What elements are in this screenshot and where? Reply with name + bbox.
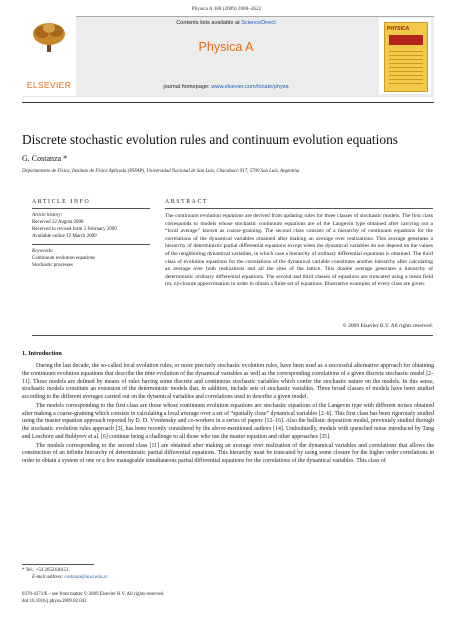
keyword-item: Continuum evolution equations (32, 256, 96, 261)
author-line (22, 154, 67, 163)
homepage-line (76, 84, 376, 90)
elsevier-tree-icon (31, 22, 67, 52)
author-footnote-mark[interactable]: * (61, 154, 68, 163)
article-info-rule (32, 208, 150, 209)
contents-prefix: Contents lists available at (176, 20, 242, 26)
abstract-heading: ABSTRACT (165, 199, 209, 205)
email-link[interactable]: costanza@unsl.edu.ar (64, 575, 108, 580)
footnote-mark: * (22, 568, 25, 573)
footnote-rule (22, 564, 94, 565)
keywords-rule (32, 244, 150, 245)
contents-line (76, 20, 376, 26)
sciencedirect-link[interactable]: ScienceDirect (241, 20, 276, 26)
homepage-link[interactable]: www.elsevier.com/locate/physa (211, 84, 289, 90)
history-received: Received 22 August 2008 (32, 220, 84, 225)
publisher-name: ELSEVIER (26, 80, 72, 90)
doi-link[interactable]: doi:10.1016/j.physa.2009.02.042 (22, 599, 87, 604)
issn-line: 0378-4371/$ – see front matter © 2009 Elsevier B.V. All rights reserved. (22, 592, 165, 597)
abstract-text: The continuum evolution equations are derived from updating rules for three classes of stochastic models. The first class corresponds to models whose stochastic continuum equations are of the Langevin type obtained after carrying out a “local average” known as coarse-graining. The second class consists of a hierarchy of continuum equations for the correlations of the dynamical variables obtained after making an average over realizations. This average generates a hierarchy of deterministic partial differential equations except when the dynamical variables do not depend on the values of the neighboring dynamical variables, in which case a hierarchy of ordinary differential equations is obtained. The third class of evolution equations for the correlations of the dynamical variable constitutes another hierarchy after calculating an average over both realizations and all the sites of the lattice. This double average generates a hierarchy of deterministic ordinary differential equations. The second and third classes of equations are truncated using a mean field (m, n)-closure approximation in order to obtain a finite set of equations. Illustrative examples of every class are given. (165, 213, 433, 288)
author-name[interactable]: G. Costanza (22, 154, 62, 163)
journal-citation: Physica A 388 (2009) 2608–2622 (191, 6, 262, 12)
abstract-rule (165, 208, 433, 209)
footnote-email (32, 575, 107, 580)
footnote-tel (22, 568, 70, 573)
history-revised: Received in revised form 3 February 2009 (32, 227, 117, 232)
header-rule (22, 102, 434, 103)
footnote-tel-text: Tel.: +54 2652436151. (24, 568, 71, 573)
history-online: Available online 12 March 2009 (32, 234, 97, 239)
keyword-item: Stochastic processes (32, 263, 73, 268)
intro-paragraph: During the last decade, the so-called local evolution rules, or more precisely stochastic evolution rules, have been used as a successful alternative approach for obtaining the continuum evolution equations that describe the time evolution of the dynamical variables as well as the corresponding correlations of a given discrete stochastic model [2–11]. These models are defined by means of rules having some discrete and continuous stochastic variables which confer the stochastic nature on the models. In this sense, stochastic models constitute an extension of the deterministic models that, in addition, include sets of stochastic variables. Three broad classes of models have been studied according to the different averages carried out on the dynamical variables and correlations used to describe a given model. (22, 363, 434, 400)
article-info-heading: ARTICLE INFO (32, 199, 91, 205)
keywords-label: Keywords: (32, 249, 54, 254)
email-label: E-mail address: (32, 575, 65, 580)
homepage-prefix: journal homepage: (163, 84, 212, 90)
journal-title: Physica A (198, 40, 254, 54)
section-heading: 1. Introduction (22, 350, 62, 357)
intro-body (22, 363, 434, 467)
intro-paragraph: The models corresponding to the first class are those whose continuum evolution equations are stochastic equations of the Langevin type with different noises obtained after making a coarse-graining which consists in calculating a local average over a set of “spatially close” dynamical variables [2–6]. This first class has been rigorously studied using the master equation approach reported by D. D. Vvedensky and co-workers in a series of papers [12–16]. Also the ballistic deposition model, previously studied through the stochastic evolution rules approach [3], has been recently considered by the above-mentioned authors [14]. Undoubtedly, models with quenched noise introduced by Tang and Leschorn and Buldyrev et al. [6] continue being a challenge to all those who use the master equation and other approaches [35]. (22, 402, 434, 440)
affiliation: Departamento de Física, Instituto de Física Aplicada (INFAP), Universidad Nacional de San Luis, Chacabuco 917, 5700 San Luis, Argentina (22, 169, 300, 174)
intro-paragraph: The models corresponding to the second class [11] are obtained after making an average over realization of the dynamical variables and correlations that allows the construction of an infinite hierarchy of deterministic partial differential equations. This hierarchy must be truncated by using some closure for the higher order correlations in order to obtain a system of one or a few manageable simultaneous partial differential equations for the correlations of the dynamical variables. This class of (22, 442, 434, 464)
article-title: Discrete stochastic evolution rules and continuum evolution equations (22, 132, 398, 147)
publisher-logo[interactable] (22, 16, 76, 96)
journal-cover[interactable] (379, 18, 431, 94)
cover-label: PHYSICA (387, 26, 410, 32)
abstract-copyright: © 2009 Elsevier B.V. All rights reserved. (342, 323, 433, 329)
abstract-bottom-rule (32, 335, 433, 336)
history-label: Article history: (32, 213, 63, 218)
